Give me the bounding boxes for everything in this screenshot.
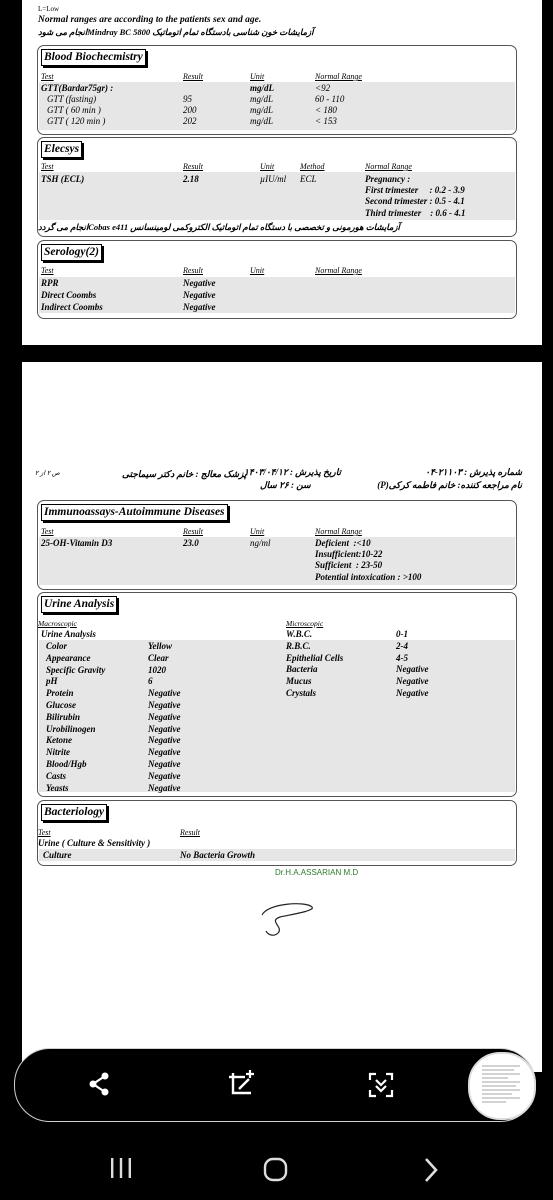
microscopic-result: 4-5 <box>396 652 408 663</box>
normal-ranges-note: Normal ranges are according to the patients sex and age. <box>38 15 262 25</box>
normal-range: <92 <box>315 83 331 93</box>
test-name: GTT ( 120 min ) <box>47 116 106 126</box>
test-name: RPR <box>41 278 59 288</box>
macroscopic-test-name: Specific Gravity <box>46 664 106 675</box>
range-line: Deficient :<10 <box>315 538 371 548</box>
macroscopic-result: Negative <box>148 735 181 746</box>
test-name: 25-OH-Vitamin D3 <box>41 538 113 548</box>
serology-section <box>37 240 517 319</box>
section-title: Serology(2) <box>41 244 102 261</box>
result-value: 95 <box>183 94 192 104</box>
biochemistry-section <box>37 45 517 135</box>
physician: پزشک معالج : خانم دکتر سیماجتی <box>122 469 247 479</box>
range-line: Pregnancy : <box>365 174 411 184</box>
macroscopic-test-name: Color <box>46 641 68 651</box>
physician-signature-name: Dr.H.A.ASSARIAN M.D <box>275 868 359 877</box>
screenshot-toolbar <box>14 1048 536 1122</box>
crop-edit-icon[interactable] <box>225 1069 257 1101</box>
urine-analysis-section <box>37 592 517 797</box>
col-unit: Unit <box>250 527 265 536</box>
home-icon[interactable] <box>263 1157 289 1183</box>
page-number: ص ۲ از ۲ <box>35 470 60 477</box>
bacteriology-section <box>37 800 517 866</box>
test-name: GTT(Bardar75gr) : <box>41 83 114 93</box>
range-line: Second trimester : 0.5 - 4.1 <box>365 196 465 206</box>
result-value: 202 <box>183 116 197 126</box>
result-value: Negative <box>183 278 216 288</box>
report-page-2 <box>22 362 542 1072</box>
reception-date: تاریخ پذیرش : ۱۴۰۳/۰۴/۱۲ <box>244 467 342 477</box>
col-normal-range: Normal Range <box>365 162 412 171</box>
range-line: Potential intoxication : >100 <box>315 572 422 582</box>
col-result: Result <box>183 162 203 171</box>
range-line: Insufficient:10-22 <box>315 549 383 559</box>
range-line: First trimester : 0.2 - 3.9 <box>365 185 465 195</box>
col-method: Method <box>300 162 325 171</box>
macroscopic-test-name: Appearance <box>46 652 91 663</box>
patient-name: نام مراجعه کننده: خانم فاطمه کرکی(P) <box>377 480 522 490</box>
reception-number: شماره پذیرش : ۲۱۱۰۳-۰۴ <box>425 467 522 477</box>
test-name: TSH (ECL) <box>41 174 85 184</box>
top-code: L=Low <box>38 5 60 13</box>
microscopic-test-name: W.B.C. <box>286 629 313 639</box>
macroscopic-result: Clear <box>148 652 169 663</box>
culture-group: Urine ( Culture & Sensitivity ) <box>38 838 151 848</box>
macroscopic-result: 6 <box>148 676 153 687</box>
microscopic-test-name: Bacteria <box>286 664 318 675</box>
result-value: 23.0 <box>183 538 199 548</box>
section-title: Blood Biochecmistry <box>41 49 146 66</box>
unit: mg/dL <box>250 94 274 104</box>
patient-age: سن : ۲۶ سال <box>260 480 311 490</box>
microscopic-test-name: Epithelial Cells <box>286 652 344 663</box>
col-test: Test <box>41 72 54 81</box>
microscopic-label: Microscopic <box>286 619 324 628</box>
macroscopic-result: Yellow <box>148 641 172 651</box>
microscopic-result: Negative <box>396 688 429 698</box>
col-unit: Unit <box>260 162 275 171</box>
macroscopic-test-name: Blood/Hgb <box>46 759 87 769</box>
signature-scribble <box>258 897 318 942</box>
macroscopic-label: Macroscopic <box>38 619 77 628</box>
col-result: Result <box>183 527 203 536</box>
test-name: Direct Coombs <box>41 290 97 300</box>
section-title: Immunoassays-Autoimmune Diseases <box>41 504 228 521</box>
rows-shade <box>39 849 515 861</box>
macroscopic-result: Negative <box>148 688 181 699</box>
unit: mg/dL <box>250 116 274 126</box>
thumbnail-preview-icon <box>470 1054 534 1118</box>
result-value: 200 <box>183 105 197 115</box>
microscopic-result: 0-1 <box>396 629 408 639</box>
section-title: Bacteriology <box>41 804 107 821</box>
range-line: Third trimester : 0.6 - 4.1 <box>365 208 466 218</box>
unit: µIU/ml <box>260 174 287 184</box>
macroscopic-test-name: Protein <box>46 688 74 699</box>
col-unit: Unit <box>250 266 265 275</box>
macroscopic-test-name: Bilirubin <box>46 711 81 722</box>
normal-range: < 180 <box>315 105 337 115</box>
microscopic-result: Negative <box>396 664 429 675</box>
share-icon[interactable] <box>85 1070 113 1098</box>
unit: mg/dL <box>250 105 274 115</box>
result-value: Negative <box>183 290 216 300</box>
macroscopic-result: Negative <box>148 759 181 769</box>
macroscopic-result: Negative <box>148 782 181 793</box>
microscopic-test-name: Crystals <box>286 688 317 698</box>
macroscopic-test-name: Glucose <box>46 700 76 710</box>
back-icon[interactable] <box>421 1157 441 1183</box>
col-result: Result <box>183 72 203 81</box>
microscopic-result: Negative <box>396 676 429 687</box>
col-test: Test <box>41 162 54 171</box>
recents-icon[interactable] <box>108 1157 134 1179</box>
normal-range: < 153 <box>315 116 337 126</box>
cbc-device-note: آزمایشات خون شناسی بادستگاه تمام اتوماتیک Mindray BC 5800انجام می شود <box>38 27 314 37</box>
result-value: 2.18 <box>183 174 199 184</box>
result-value: No Bacteria Growth <box>180 850 256 860</box>
microscopic-test-name: Mucus <box>286 676 312 687</box>
immunoassay-section <box>37 500 517 590</box>
rows-shade <box>39 277 515 313</box>
col-unit: Unit <box>250 72 265 81</box>
elecsys-device-note: آزمایشات هورمونی و تخصصی با دستگاه تمام اتوماتیک الکتروکمی لومینسانس Cobas e411انجام می گردد <box>38 222 400 232</box>
microscopic-test-name: R.B.C. <box>286 640 311 651</box>
macroscopic-result: Negative <box>148 770 181 781</box>
macroscopic-result: Negative <box>148 711 181 722</box>
urine-group-label: Urine Analysis <box>41 629 96 639</box>
macroscopic-test-name: Nitrite <box>46 747 70 758</box>
microscopic-result: 2-4 <box>396 640 408 651</box>
screenshot-thumbnail[interactable] <box>468 1052 536 1120</box>
range-line: Sufficient : 23-50 <box>315 560 383 570</box>
col-test: Test <box>41 527 54 536</box>
result-value: Negative <box>183 302 216 312</box>
section-title: Elecsys <box>41 141 82 158</box>
rows-shade <box>39 640 515 792</box>
method: ECL <box>300 174 317 184</box>
macroscopic-test-name: Urobilinogen <box>46 723 96 734</box>
col-test: Test <box>38 828 51 837</box>
elecsys-section <box>37 137 517 237</box>
col-normal-range: Normal Range <box>315 72 362 81</box>
macroscopic-test-name: Yeasts <box>46 782 69 793</box>
col-result: Result <box>180 828 200 837</box>
col-normal-range: Normal Range <box>315 266 362 275</box>
report-page-1 <box>22 0 542 345</box>
test-name: GTT (fasting) <box>47 94 97 104</box>
test-name: GTT ( 60 min ) <box>47 105 101 115</box>
section-title: Urine Analysis <box>41 596 117 613</box>
macroscopic-result: 1020 <box>148 664 166 675</box>
col-result: Result <box>183 266 203 275</box>
unit: ng/ml <box>250 538 271 548</box>
scroll-capture-icon[interactable] <box>366 1070 396 1100</box>
macroscopic-result: Negative <box>148 747 181 758</box>
macroscopic-test-name: pH <box>46 676 58 687</box>
macroscopic-test-name: Casts <box>46 770 67 781</box>
test-name: Culture <box>43 850 72 860</box>
macroscopic-test-name: Ketone <box>46 735 72 746</box>
test-name: Indirect Coombs <box>41 302 103 312</box>
unit: mg/dL <box>250 83 274 93</box>
col-test: Test <box>41 266 54 275</box>
macroscopic-result: Negative <box>148 700 181 710</box>
col-normal-range: Normal Range <box>315 527 362 536</box>
normal-range: 60 - 110 <box>315 94 345 104</box>
macroscopic-result: Negative <box>148 723 181 734</box>
